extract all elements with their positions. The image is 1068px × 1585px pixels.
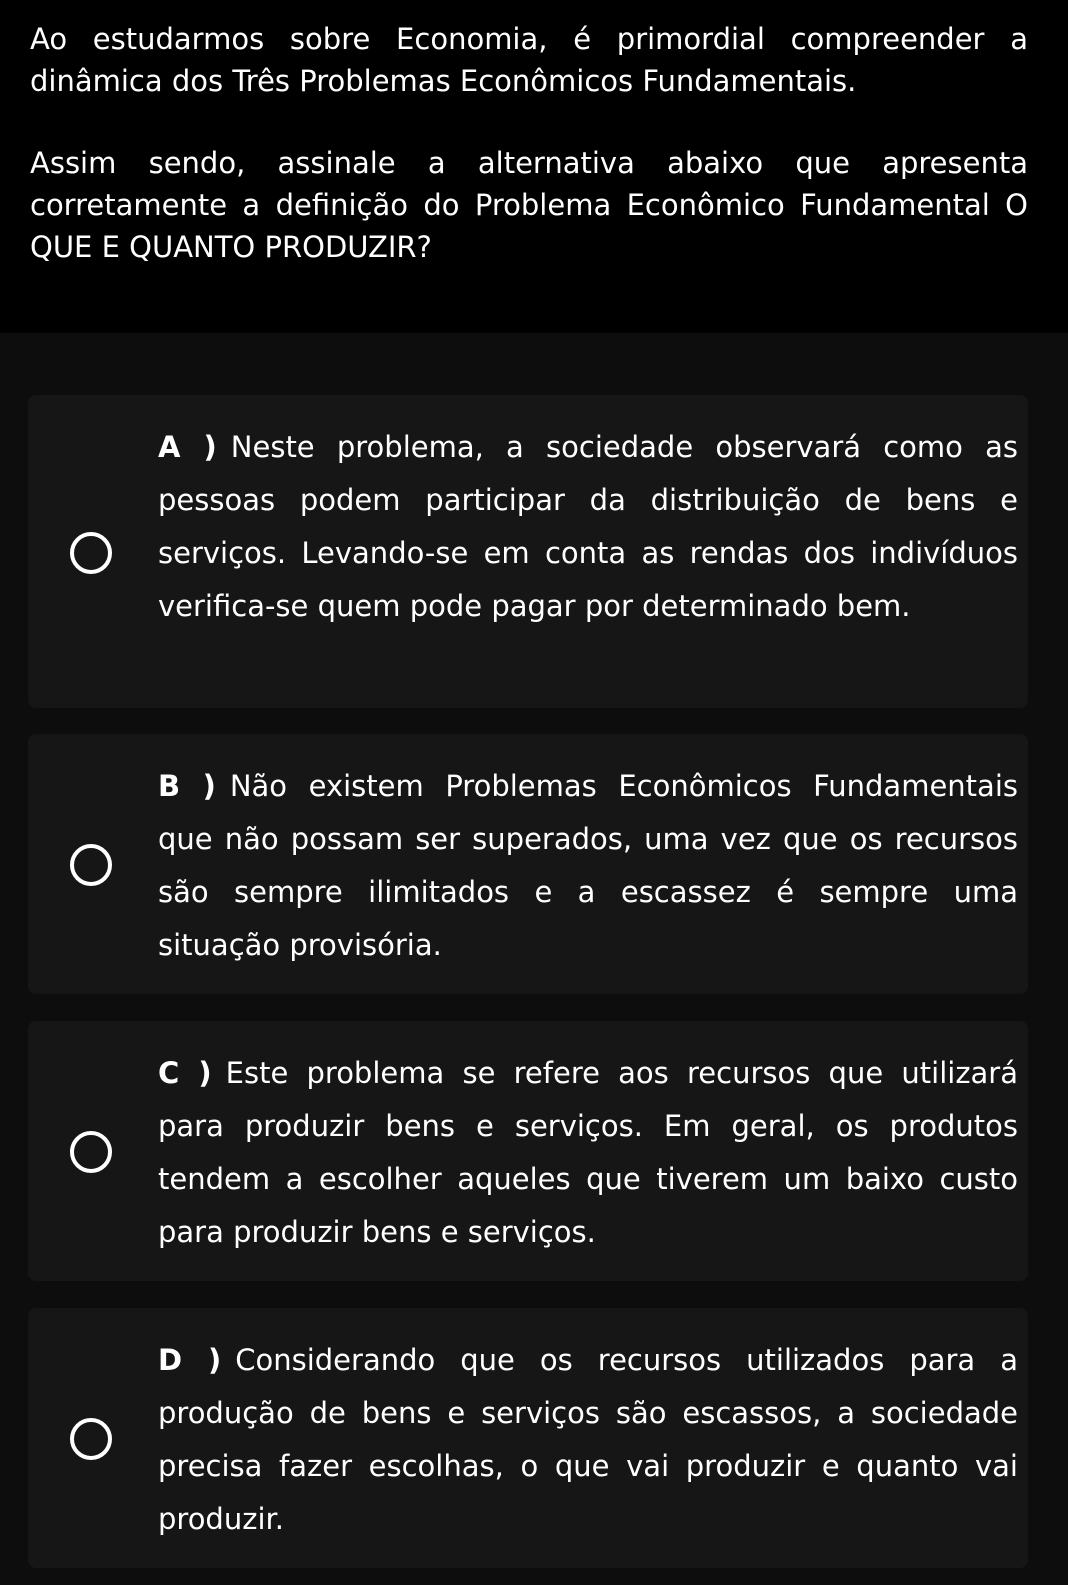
option-d-letter: D ) (158, 1343, 222, 1377)
radio-option-b[interactable] (70, 844, 112, 886)
option-a-content (158, 421, 1018, 633)
option-c[interactable] (28, 1021, 1028, 1281)
radio-option-c[interactable] (70, 1131, 112, 1173)
option-c-letter: C ) (158, 1056, 212, 1090)
option-b-letter: B ) (158, 769, 216, 803)
question-block (0, 0, 1068, 333)
option-d-content (158, 1334, 1018, 1546)
option-d-text: Considerando que os recursos utilizados para a produção de bens e serviços são escassos, a sociedade precisa fazer escolhas, o que vai produzir e quanto vai produzir. (158, 1343, 1018, 1536)
option-d[interactable] (28, 1308, 1028, 1568)
option-c-text: Este problema se refere aos recursos que utilizará para produzir bens e serviços. Em geral, os produtos tendem a escolher aqueles que tiverem um baixo custo para produzir bens e serviços. (158, 1056, 1019, 1249)
question-prompt: Assim sendo, assinale a alternativa abaixo que apresenta corretamente a definição do Problema Econômico Fundamental O QUE E QUANTO PRODUZIR? (30, 146, 1028, 264)
radio-option-d[interactable] (70, 1418, 112, 1460)
option-a-text: Neste problema, a sociedade observará como as pessoas podem participar da distribuição de bens e serviços. Levando-se em conta as rendas dos indivíduos verifica-se quem pode pagar por determinado bem. (158, 430, 1018, 623)
option-a[interactable] (28, 395, 1028, 708)
options-area (0, 333, 1068, 1585)
question-intro: Ao estudarmos sobre Economia, é primordial compreender a dinâmica dos Três Problemas Econômicos Fundamentais. (30, 22, 1028, 98)
option-c-content (158, 1047, 1018, 1259)
option-b-text: Não existem Problemas Econômicos Fundamentais que não possam ser superados, uma vez que os recursos são sempre ilimitados e a escassez é sempre uma situação provisória. (158, 769, 1018, 962)
option-a-letter: A ) (158, 430, 217, 464)
option-b[interactable] (28, 734, 1028, 994)
radio-option-a[interactable] (70, 532, 112, 574)
option-b-content (158, 760, 1018, 972)
